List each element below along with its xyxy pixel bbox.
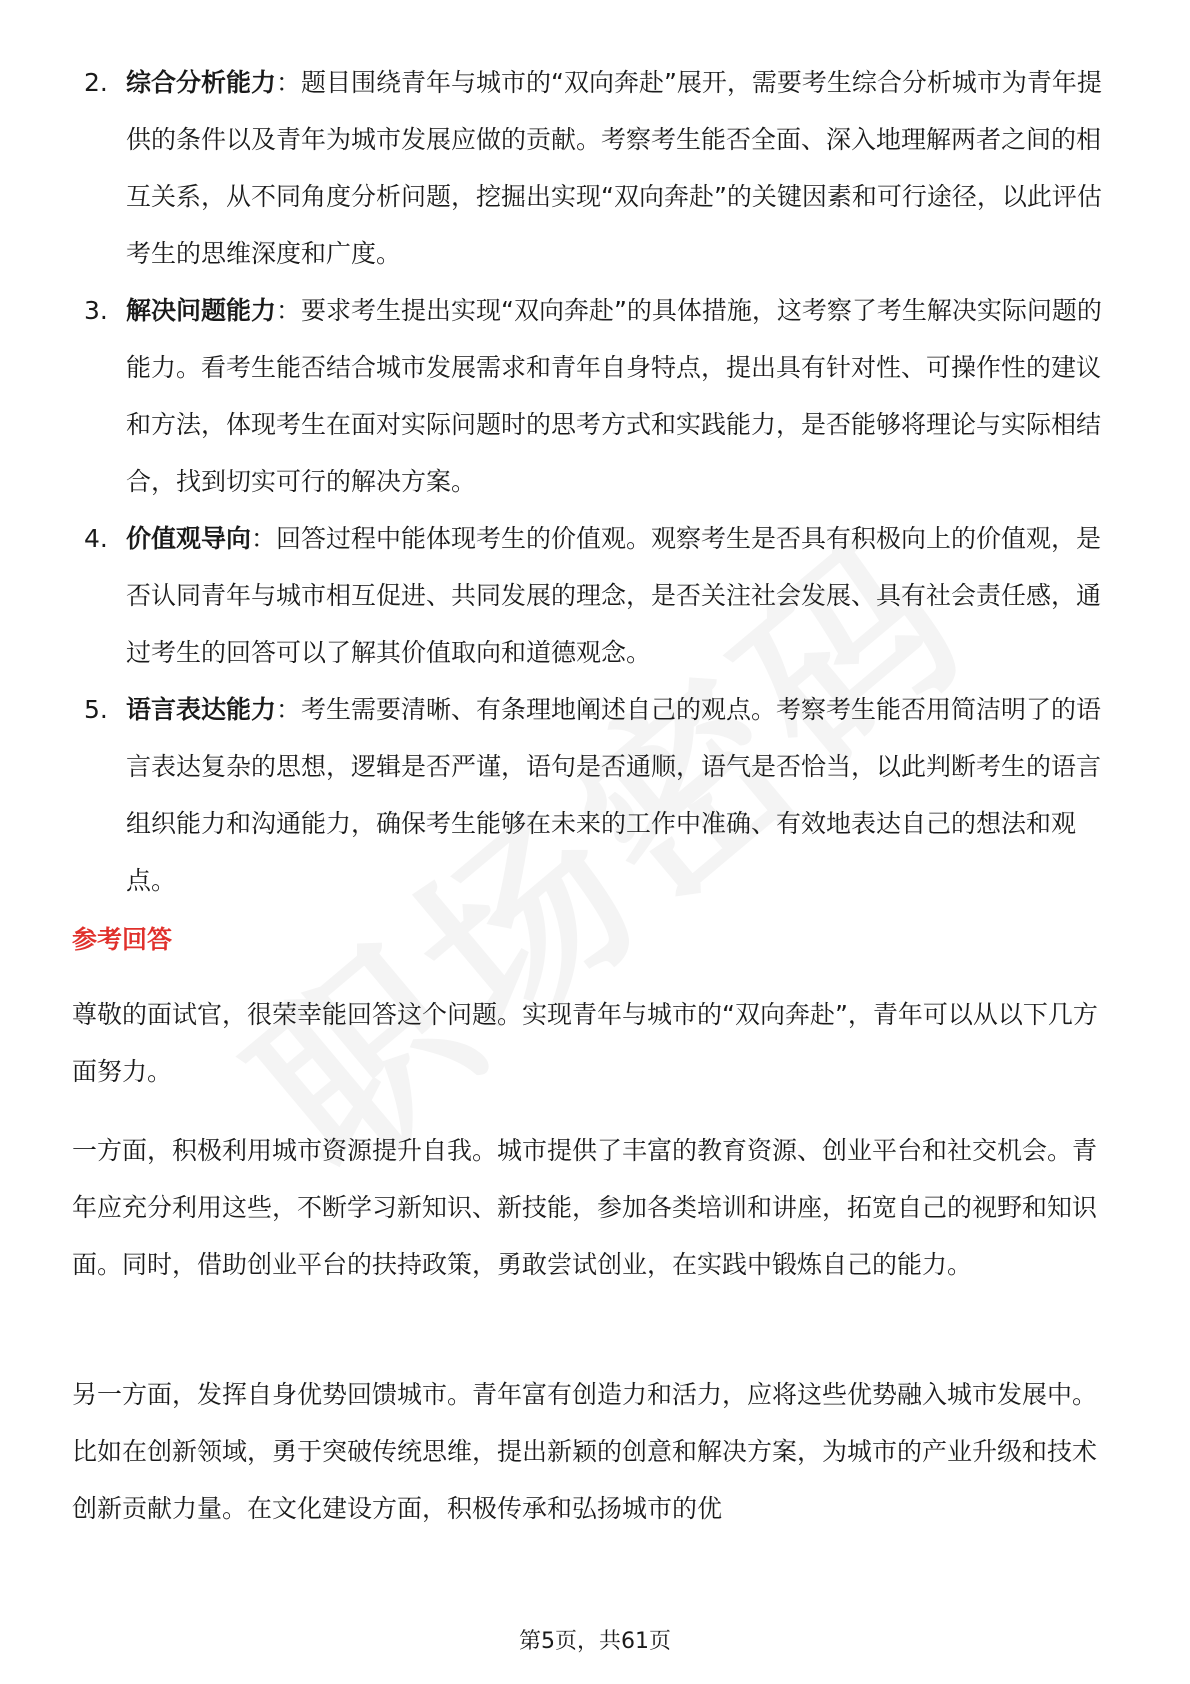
list-number: 4. — [84, 524, 108, 553]
list-term: 语言表达能力 — [126, 695, 277, 724]
list-number: 5. — [84, 695, 108, 724]
list-term: 解决问题能力 — [126, 296, 277, 325]
list-text: ：要求考生提出实现“双向奔赴”的具体措施，这考察了考生解决实际问题的能力。看考生能否结合城市发展需求和青年自身特点，提出具有针对性、可操作性的建议和方法，体现考生在面对实际问题时的思考方式和实践能力，是否能够将理论与实际相结合，找到切实可行的解决方案。 — [126, 296, 1102, 496]
paragraph-other-hand: 另一方面，发挥自身优势回馈城市。青年富有创造力和活力，应将这些优势融入城市发展中。比如在创新领域，勇于突破传统思维，提出新颖的创意和解决方案，为城市的产业升级和技术创新贡献力量。在文化建设方面，积极传承和弘扬城市的优 — [72, 1380, 1098, 1523]
list-text: ：题目围绕青年与城市的“双向奔赴”展开，需要考生综合分析城市为青年提供的条件以及青年为城市发展应做的贡献。考察考生能否全面、深入地理解两者之间的相互关系，从不同角度分析问题，挖掘出实现“双向奔赴”的关键因素和可行途径，以此评估考生的思维深度和广度。 — [126, 68, 1102, 268]
list-number: 2. — [84, 68, 108, 97]
list-text: ：回答过程中能体现考生的价值观。观察考生是否具有积极向上的价值观，是否认同青年与城市相互促进、共同发展的理念，是否关注社会发展、具有社会责任感，通过考生的回答可以了解其价值取向和道德观念。 — [126, 524, 1102, 667]
list-text: ：考生需要清晰、有条理地阐述自己的观点。考察考生能否用简洁明了的语言表达复杂的思想，逻辑是否严谨，语句是否通顺，语气是否恰当，以此判断考生的语言组织能力和沟通能力，确保考生能够在未来的工作中准确、有效地表达自己的想法和观点。 — [126, 695, 1102, 895]
section-heading-reference-answer: 参考回答 — [72, 925, 173, 954]
list-term: 价值观导向 — [126, 524, 252, 553]
list-item — [72, 681, 1116, 909]
list-term: 综合分析能力 — [126, 68, 277, 97]
list-item — [72, 54, 1116, 282]
list-number: 3. — [84, 296, 108, 325]
list-item — [72, 282, 1116, 510]
page-footer: 第5页，共61页 — [519, 1629, 671, 1654]
paragraph-one-hand: 一方面，积极利用城市资源提升自我。城市提供了丰富的教育资源、创业平台和社交机会。青年应充分利用这些，不断学习新知识、新技能，参加各类培训和讲座，拓宽自己的视野和知识面。同时，借助创业平台的扶持政策，勇敢尝试创业，在实践中锻炼自己的能力。 — [72, 1136, 1098, 1279]
list-item — [72, 510, 1116, 681]
evaluation-list — [72, 54, 1122, 909]
paragraph-intro: 尊敬的面试官，很荣幸能回答这个问题。实现青年与城市的“双向奔赴”，青年可以从以下几方面努力。 — [72, 1000, 1098, 1086]
